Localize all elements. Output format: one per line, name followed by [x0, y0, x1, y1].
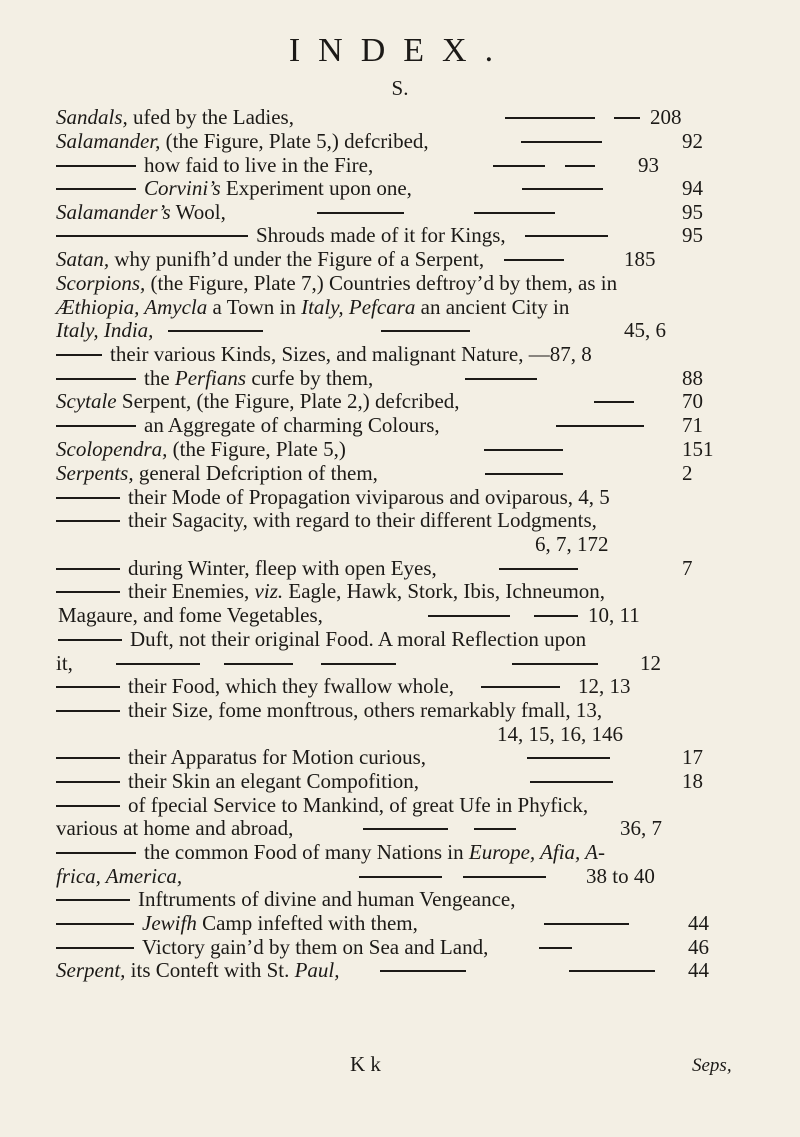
page-reference: 44 — [688, 911, 709, 935]
page-reference: 44 — [688, 958, 709, 982]
leader-rule — [525, 235, 608, 237]
leader-rule — [565, 165, 595, 167]
index-entry — [0, 626, 800, 652]
index-entry — [0, 222, 800, 248]
ditto-dash — [56, 568, 120, 570]
page-reference: 17 — [682, 745, 703, 769]
leader-rule — [474, 212, 555, 214]
leader-rule — [499, 568, 578, 570]
leader-rule — [481, 686, 560, 688]
ditto-dash — [56, 354, 102, 356]
page-reference: 92 — [682, 129, 703, 153]
index-entry — [0, 744, 800, 770]
leader-rule — [485, 473, 563, 475]
entry-text: Magaure, and fome Vegetables, — [58, 603, 323, 627]
leader-rule — [363, 828, 448, 830]
page-reference: 18 — [682, 769, 703, 793]
ditto-dash — [56, 781, 120, 783]
ditto-dash — [56, 805, 120, 807]
entry-text: Sandals, ufed by the Ladies, — [56, 105, 294, 129]
ditto-dash — [56, 520, 120, 522]
entry-text: Satan, why punifh’d under the Figure of a Serpent, — [56, 247, 485, 271]
page-reference: 94 — [682, 176, 703, 200]
leader-rule — [522, 188, 603, 190]
index-entry — [0, 460, 800, 486]
page-reference: 10, 11 — [588, 603, 640, 627]
entry-text: their Apparatus for Motion curious, — [128, 745, 427, 769]
index-entry — [0, 175, 800, 201]
leader-rule — [321, 663, 396, 665]
ditto-dash — [56, 899, 130, 901]
index-entry — [0, 507, 800, 533]
leader-rule — [504, 259, 564, 261]
entry-text: of fpecial Service to Mankind, of great Ufe in Phyfick, — [128, 793, 589, 817]
ditto-dash — [56, 235, 248, 237]
leader-rule — [116, 663, 200, 665]
entry-text: the common Food of many Nations in Europe, Afia, A- — [144, 840, 605, 864]
leader-rule — [474, 828, 516, 830]
catchword: Seps, — [692, 1055, 732, 1076]
entry-text: Scolopendra, (the Figure, Plate 5,) — [56, 437, 346, 461]
entry-text: Salamander’s Wool, — [56, 200, 226, 224]
leader-rule — [534, 615, 578, 617]
entry-text: how faid to live in the Fire, — [144, 153, 374, 177]
ditto-dash — [56, 165, 136, 167]
index-entry — [0, 697, 800, 723]
page-reference: 45, 6 — [624, 318, 666, 342]
page-reference: 185 — [624, 247, 656, 271]
entry-text: Scytale Serpent, (the Figure, Plate 2,) defcribed, — [56, 389, 460, 413]
leader-rule — [594, 401, 634, 403]
index-entry — [0, 436, 800, 462]
page-reference: 12, 13 — [578, 674, 631, 698]
leader-rule — [359, 876, 442, 878]
entry-text: Shrouds made of it for Kings, — [256, 223, 506, 247]
index-entry — [0, 388, 800, 414]
entry-text: their Enemies, viz. Eagle, Hawk, Stork, Ibis, Ichneumon, — [128, 579, 606, 603]
ditto-dash — [56, 188, 136, 190]
leader-rule — [484, 449, 563, 451]
entry-text: Serpents, general Defcription of them, — [56, 461, 378, 485]
entry-text: frica, America, — [56, 864, 183, 888]
leader-rule — [544, 923, 629, 925]
ditto-dash — [56, 497, 120, 499]
page-reference: 71 — [682, 413, 703, 437]
entry-text: their various Kinds, Sizes, and malignant Nature, —87, 8 — [110, 342, 592, 366]
page-reference: 70 — [682, 389, 703, 413]
leader-rule — [463, 876, 546, 878]
index-entry — [0, 768, 800, 794]
leader-rule — [380, 970, 466, 972]
entry-text: Italy, India, — [56, 318, 154, 342]
entry-text: Jewifh Camp infefted with them, — [142, 911, 418, 935]
index-entry — [0, 531, 800, 557]
index-entry — [0, 412, 800, 438]
page-reference: 46 — [688, 935, 709, 959]
leader-rule — [505, 117, 595, 119]
entry-text: it, — [56, 651, 73, 675]
index-heading: INDEX. — [288, 32, 512, 69]
index-entry — [0, 104, 800, 130]
leader-rule — [465, 378, 537, 380]
index-entry — [0, 602, 800, 628]
entry-text: their Skin an elegant Compofition, — [128, 769, 420, 793]
page-reference: 6, 7, 172 — [535, 532, 609, 556]
page-reference: 14, 15, 16, 146 — [497, 722, 623, 746]
leader-rule — [527, 757, 610, 759]
leader-rule — [428, 615, 510, 617]
index-entry — [0, 815, 800, 841]
page-reference: 151 — [682, 437, 714, 461]
ditto-dash — [56, 757, 120, 759]
leader-rule — [493, 165, 545, 167]
ditto-dash — [56, 947, 134, 949]
entry-text: their Mode of Propagation viviparous and oviparous, 4, 5 — [128, 485, 610, 509]
page-reference: 38 to 40 — [586, 864, 655, 888]
ditto-dash — [58, 639, 122, 641]
leader-rule — [381, 330, 470, 332]
entry-text: Serpent, its Conteft with St. Paul, — [56, 958, 340, 982]
entry-text: Scorpions, (the Figure, Plate 7,) Countries deftroy’d by them, as in — [56, 271, 618, 295]
index-entry — [0, 128, 800, 154]
entry-text: Corvini’s Experiment upon one, — [144, 176, 412, 200]
leader-rule — [224, 663, 293, 665]
index-entry — [0, 839, 800, 865]
index-entry — [0, 578, 800, 604]
page-reference: 93 — [638, 153, 659, 177]
entry-text: an Aggregate of charming Colours, — [144, 413, 440, 437]
page-reference: 95 — [682, 223, 703, 247]
page-reference: 7 — [682, 556, 693, 580]
index-entry — [0, 673, 800, 699]
page-reference: 12 — [640, 651, 661, 675]
ditto-dash — [56, 378, 136, 380]
index-entry — [0, 270, 800, 296]
entry-text: their Size, fome monftrous, others remarkably fmall, 13, — [128, 698, 603, 722]
page-reference: 2 — [682, 461, 693, 485]
leader-rule — [512, 663, 598, 665]
ditto-dash — [56, 710, 120, 712]
page-reference: 88 — [682, 366, 703, 390]
ditto-dash — [56, 425, 136, 427]
page-reference: 95 — [682, 200, 703, 224]
index-entry — [0, 886, 800, 912]
ditto-dash — [56, 591, 120, 593]
index-entry — [0, 910, 800, 936]
entry-text: Duft, not their original Food. A moral Reflection upon — [130, 627, 587, 651]
leader-rule — [521, 141, 602, 143]
signature-mark: K k — [350, 1052, 381, 1076]
ditto-dash — [56, 686, 120, 688]
index-entry — [0, 246, 800, 272]
entry-text: various at home and abroad, — [56, 816, 294, 840]
leader-rule — [539, 947, 572, 949]
leader-rule — [530, 781, 613, 783]
ditto-dash — [56, 923, 134, 925]
ditto-dash — [56, 852, 136, 854]
entry-text: their Sagacity, with regard to their different Lodgments, — [128, 508, 597, 532]
entry-text: during Winter, fleep with open Eyes, — [128, 556, 437, 580]
section-letter: S. — [391, 76, 409, 100]
entry-text: Inftruments of divine and human Vengeance, — [138, 887, 516, 911]
entry-text: Victory gain’d by them on Sea and Land, — [142, 935, 489, 959]
entry-text: their Food, which they fwallow whole, — [128, 674, 455, 698]
page-reference: 36, 7 — [620, 816, 662, 840]
entry-text: Æthiopia, Amycla a Town in Italy, Pefcara an ancient City in — [56, 295, 570, 319]
entry-text: Salamander, (the Figure, Plate 5,) defcribed, — [56, 129, 429, 153]
leader-rule — [168, 330, 263, 332]
index-entry — [0, 957, 800, 983]
index-entry — [0, 317, 800, 343]
leader-rule — [556, 425, 644, 427]
index-entry — [0, 341, 800, 367]
leader-rule — [317, 212, 404, 214]
page-reference: 208 — [650, 105, 682, 129]
leader-rule — [614, 117, 640, 119]
entry-text: the Perfians curfe by them, — [144, 366, 374, 390]
leader-rule — [569, 970, 655, 972]
